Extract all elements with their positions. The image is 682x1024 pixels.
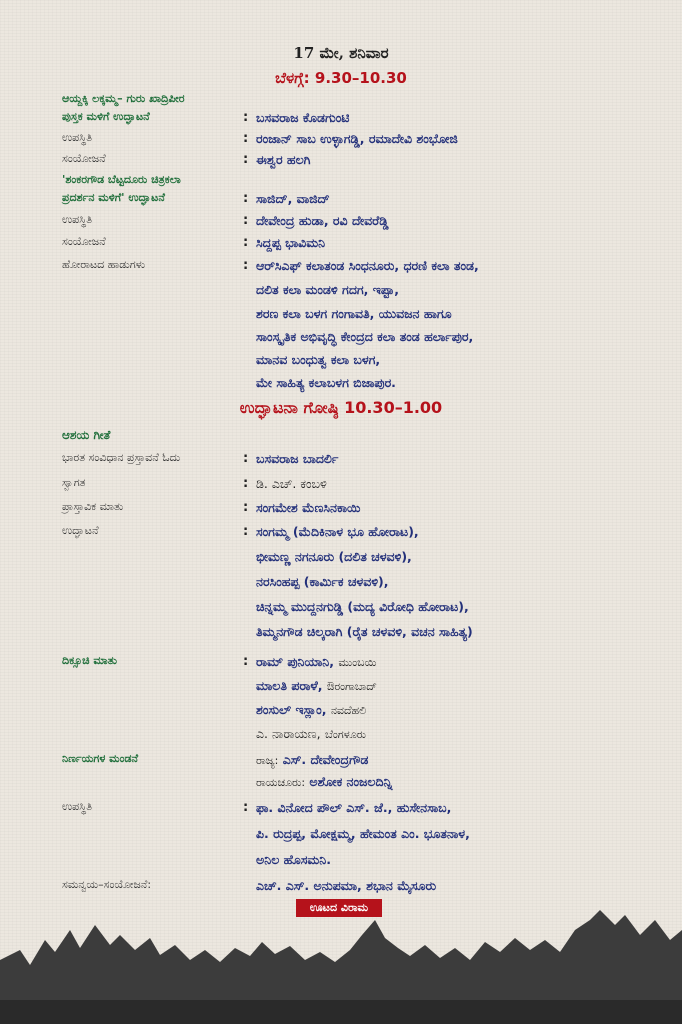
colon-separator: : <box>243 800 249 815</box>
colon-separator: : <box>243 654 249 669</box>
colon-separator: : <box>243 476 249 491</box>
row-value <box>256 752 368 768</box>
colon-separator: : <box>243 524 249 539</box>
row-label: ಉಪಸ್ಥಿತಿ <box>62 213 93 226</box>
program-row <box>0 451 682 473</box>
speaker-place: ನವದೆಹಲಿ <box>330 704 367 717</box>
speaker-place: ಬೆಂಗಳೂರು <box>324 728 367 741</box>
row-label: ಪ್ರದರ್ಶನ ಮಳಿಗೆ' ಉದ್ಘಾಟನೆ <box>62 191 165 204</box>
row-label: ಉಪಸ್ಥಿತಿ <box>62 131 93 144</box>
colon-separator: : <box>243 152 249 167</box>
continuation-row <box>0 774 682 796</box>
row-value <box>256 678 377 694</box>
row-value <box>256 774 392 790</box>
program-row <box>0 258 682 280</box>
row-value: ಬಸವರಾಜ ಬಾದರ್ಲಿ <box>256 451 339 466</box>
row-value: ಸಾಜಿದ್, ವಾಜಿದ್ <box>256 191 330 206</box>
program-row <box>0 476 682 498</box>
lunch-break-badge: ಊಟದ ವಿರಾಮ <box>296 899 382 917</box>
continuation-row <box>0 702 682 724</box>
row-value <box>256 702 366 718</box>
speaker-name: ಶಂಸುಲ್ ಇಸ್ಲಾಂ, <box>256 702 327 717</box>
row-value: ಸಿದ್ದಪ್ಪ ಭಾವಿಮನಿ <box>256 235 326 250</box>
row-value: ಸಂಗಮ್ಮ (ಮೆದಿಕಿನಾಳ ಭೂ ಹೋರಾಟ), <box>256 524 419 539</box>
row-label: ಪುಸ್ತಕ ಮಳಿಗೆ ಉದ್ಘಾಟನೆ <box>62 110 150 123</box>
row-value: ನರಸಿಂಹಪ್ಪ (ಕಾರ್ಮಿಕ ಚಳವಳಿ), <box>256 574 389 589</box>
continuation-row <box>0 352 682 374</box>
section-heading: ಆಯ್ದಕ್ಕಿ ಲಕ್ಕಮ್ಮ– ಗುರು ಖಾದ್ರಿಪೀರ <box>62 92 185 105</box>
speaker-place: ಮುಂಬಯಿ <box>338 656 377 669</box>
row-value: ಮೇ ಸಾಹಿತ್ಯ ಕಲಾಬಳಗ ಬಿಜಾಪುರ. <box>256 375 396 390</box>
row-value: ಫಾ. ವಿನೋದ ಪೌಲ್ ಎಸ್. ಜೆ., ಹುಸೇನಸಾಬ, <box>256 800 452 815</box>
program-row <box>0 500 682 522</box>
resolution-prefix: ರಾಯಚೂರು: <box>256 776 306 789</box>
row-value: ರಂಜಾನ್ ಸಾಬ ಉಳ್ಳಾಗಡ್ಡಿ, ರಮಾದೇವಿ ಶಂಭೋಜಿ <box>256 131 458 146</box>
row-value: ಮಾನವ ಬಂಧುತ್ವ ಕಲಾ ಬಳಗ, <box>256 352 381 367</box>
colon-separator: : <box>243 500 249 515</box>
colon-separator: : <box>243 235 249 250</box>
session2-heading-row <box>0 428 682 450</box>
row-value: ಶರಣ ಕಲಾ ಬಳಗ ಗಂಗಾವತಿ, ಯುವಜನ ಹಾಗೂ <box>256 306 452 321</box>
speaker-name: ಮಾಲತಿ ಪರಾಳೆ, <box>256 678 323 693</box>
row-label: ಉದ್ಘಾಟನೆ <box>62 524 99 537</box>
row-label: ಪ್ರಾಸ್ತಾವಿಕ ಮಾತು <box>62 500 124 513</box>
continuation-row <box>0 549 682 571</box>
continuation-row <box>0 375 682 397</box>
protest-crowd-silhouette <box>0 890 682 1024</box>
row-value: ತಿಮ್ಮನಗೌಡ ಚಿಲ್ಕರಾಗಿ (ರೈತ ಚಳವಳಿ, ವಚನ ಸಾಹಿತ್ಯ) <box>256 624 473 639</box>
section-heading: 'ಶಂಕರಗೌಡ ಬೆಟ್ಟದೂರು ಚಿತ್ರಕಲಾ <box>62 173 181 186</box>
row-value: ಚಿನ್ನಮ್ಮ ಮುದ್ದನಗುಡ್ಡಿ (ಮದ್ಯ ವಿರೋಧಿ ಹೋರಾಟ), <box>256 599 469 614</box>
resolution-name: ಎಸ್. ದೇವೇಂದ್ರಗೌಡ <box>282 752 369 767</box>
row-value: ಸಾಂಸ್ಕೃತಿಕ ಅಭಿವೃದ್ಧಿ ಕೇಂದ್ರದ ಕಲಾ ತಂಡ ಹರ್ಲಾಪುರ, <box>256 329 474 344</box>
row-value: ಆರ್‌ಸಿಎಫ್ ಕಲಾತಂಡ ಸಿಂಧನೂರು, ಧರಣಿ ಕಲಾ ತಂಡ, <box>256 258 479 273</box>
continuation-row <box>0 624 682 646</box>
continuation-row <box>0 826 682 848</box>
row-value: ಬಸವರಾಜ ಕೊಡಗುಂಟಿ <box>256 110 350 125</box>
continuation-row <box>0 329 682 351</box>
colon-separator: : <box>243 110 249 125</box>
speaker-name: ರಾಮ್ ಪುನಿಯಾನಿ, <box>256 654 334 669</box>
program-row <box>0 191 682 213</box>
row-label: ಸಮನ್ವಯ–ಸಂಯೋಜನೆ: <box>62 878 152 891</box>
row-value: ಪಿ. ರುದ್ರಪ್ಪ, ಮೋಕ್ಷಮ್ಮ, ಹೇಮಂತ ಎಂ. ಭೂತನಾಳ, <box>256 826 470 841</box>
speaker-place: ಔರಂಗಾಬಾದ್ <box>326 680 377 693</box>
row-value: ದಲಿತ ಕಲಾ ಮಂಡಳಿ ಗದಗ, ಇಪ್ಟಾ, <box>256 282 399 297</box>
program-row <box>0 654 682 676</box>
continuation-row <box>0 574 682 596</box>
row-value: ಸಂಗಮೇಶ ಮೆಣಸಿನಕಾಯಿ <box>256 500 361 515</box>
program-row <box>0 524 682 546</box>
program-row <box>0 235 682 257</box>
continuation-row <box>0 726 682 748</box>
row-label: ಉಪಸ್ಥಿತಿ <box>62 800 93 813</box>
row-value: ಡಿ. ಎಚ್. ಕಂಬಳಿ <box>256 476 327 491</box>
continuation-row <box>0 678 682 700</box>
program-row <box>0 213 682 235</box>
program-row <box>0 800 682 822</box>
resolution-prefix: ರಾಜ್ಯ: <box>256 754 279 767</box>
row-value: ದೇವೇಂದ್ರ ಹುಡಾ, ರವಿ ದೇವರೆಡ್ಡಿ <box>256 213 389 228</box>
session2-time: ಉದ್ಘಾಟನಾ ಗೋಷ್ಠಿ 10.30–1.00 <box>239 398 443 417</box>
resolution-name: ಅಶೋಕ ನಂಜಲದಿನ್ನಿ <box>309 774 393 789</box>
colon-separator: : <box>243 258 249 273</box>
continuation-row <box>0 282 682 304</box>
row-label: ಭಾರತ ಸಂವಿಧಾನ ಪ್ರಸ್ತಾವನೆ ಓದು <box>62 451 181 464</box>
continuation-row <box>0 599 682 621</box>
program-row <box>0 131 682 153</box>
program-row <box>0 752 682 774</box>
continuation-row <box>0 852 682 874</box>
row-label: ನಿರ್ಣಯಗಳ ಮಂಡನೆ <box>62 752 139 765</box>
row-label: ಸ್ವಾಗತ <box>62 476 86 489</box>
row-value: ಅನಿಲ ಹೊಸಮನಿ. <box>256 852 332 867</box>
row-label: ಸಂಯೋಜನೆ <box>62 235 106 248</box>
colon-separator: : <box>243 131 249 146</box>
session1-time: ಬೆಳಗ್ಗೆ: 9.30–10.30 <box>275 69 407 87</box>
row-value <box>256 654 376 670</box>
row-value: ಈಶ್ವರ ಹಲಗಿ <box>256 152 311 167</box>
row-label: ಹೋರಾಟದ ಹಾಡುಗಳು <box>62 258 146 271</box>
date-title: 17 ಮೇ, ಶನಿವಾರ <box>293 44 389 62</box>
speaker-name: ಎ. ನಾರಾಯಣ, <box>256 726 321 741</box>
row-value <box>256 726 366 742</box>
colon-separator: : <box>243 191 249 206</box>
row-value: ಎಚ್. ಎಸ್. ಅನುಪಮಾ, ಶಭಾನ ಮೈಸೂರು <box>256 878 437 893</box>
continuation-row <box>0 306 682 328</box>
row-label: ಸಂಯೋಜನೆ <box>62 152 106 165</box>
program-row <box>0 110 682 132</box>
program-row <box>0 152 682 174</box>
row-value: ಭೀಮಣ್ಣ ನಗನೂರು (ದಲಿತ ಚಳವಳಿ), <box>256 549 412 564</box>
row-label: ದಿಕ್ಸೂಚಿ ಮಾತು <box>62 654 118 667</box>
section-heading: ಆಶಯ ಗೀತೆ <box>62 428 111 442</box>
colon-separator: : <box>243 451 249 466</box>
colon-separator: : <box>243 213 249 228</box>
